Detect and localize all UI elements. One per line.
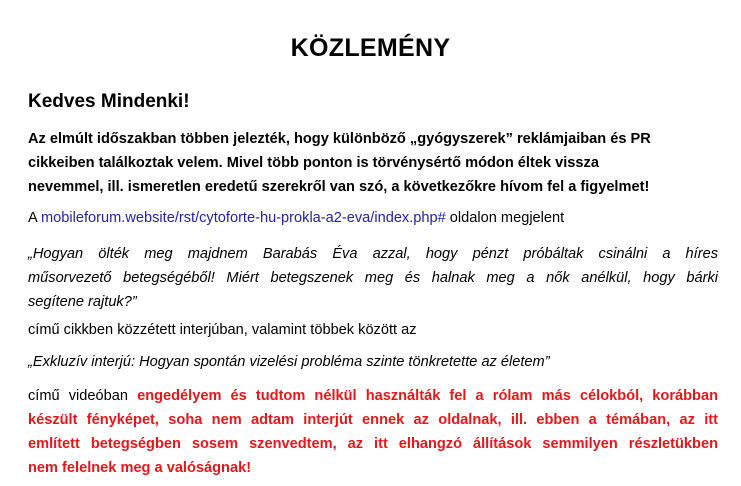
quote-line: „Hogyan ölték meg majdnem Barabás Éva azzal, hogy pénzt próbáltak csinálni a híres (28, 246, 718, 262)
middle-text: című cikkben közzétett interjúban, valamint többek között az (28, 322, 417, 338)
closing-line: nem felelnek meg a valóságnak! (28, 460, 252, 476)
intro-line: nevemmel, ill. ismeretlen eredetű szerekről van szó, a következőkre hívom fel a figyelmet! (28, 179, 650, 195)
source-link[interactable]: mobileforum.website/rst/cytoforte-hu-prokla-a2-eva/index.php# (40, 210, 446, 226)
closing-line: készült fényképet, soha nem adtam interjút ennek az oldalnak, ill. ebben a témában, az itt (28, 412, 718, 428)
closing-red-text: engedélyem és tudtom nélkül használták fel a rólam más célokból, korábban (137, 388, 718, 404)
document-title: KÖZLEMÉNY (290, 34, 451, 62)
closing-prefix: című videóban (28, 388, 138, 404)
video-title-quote: „Exkluzív interjú: Hogyan spontán vizelési probléma szinte tönkretette az életem” (28, 354, 550, 370)
closing-line (28, 384, 718, 408)
source-prefix: A (28, 210, 41, 226)
closing-line: említett betegségben sosem szenvedtem, az itt elhangzó állítások semmilyen részletükben (28, 436, 718, 452)
greeting: Kedves Mindenki! (28, 91, 190, 112)
intro-paragraph (28, 127, 718, 199)
closing-paragraph (28, 384, 718, 480)
article-title-quote (28, 242, 718, 314)
source-line (28, 206, 718, 230)
intro-line: Az elmúlt időszakban többen jelezték, hogy különböző „gyógyszerek” reklámjaiban és PR (28, 131, 651, 147)
intro-line: cikkeiben találkoztak velem. Mivel több ponton is törvénysértő módon éltek vissza (28, 155, 599, 171)
source-suffix: oldalon megjelent (445, 210, 565, 226)
quote-line: műsorvezető betegségéből! Miért betegszenek meg és halnak meg a nők anélkül, hogy bárki (28, 270, 718, 286)
quote-line: segítene rajtuk?” (28, 294, 137, 310)
